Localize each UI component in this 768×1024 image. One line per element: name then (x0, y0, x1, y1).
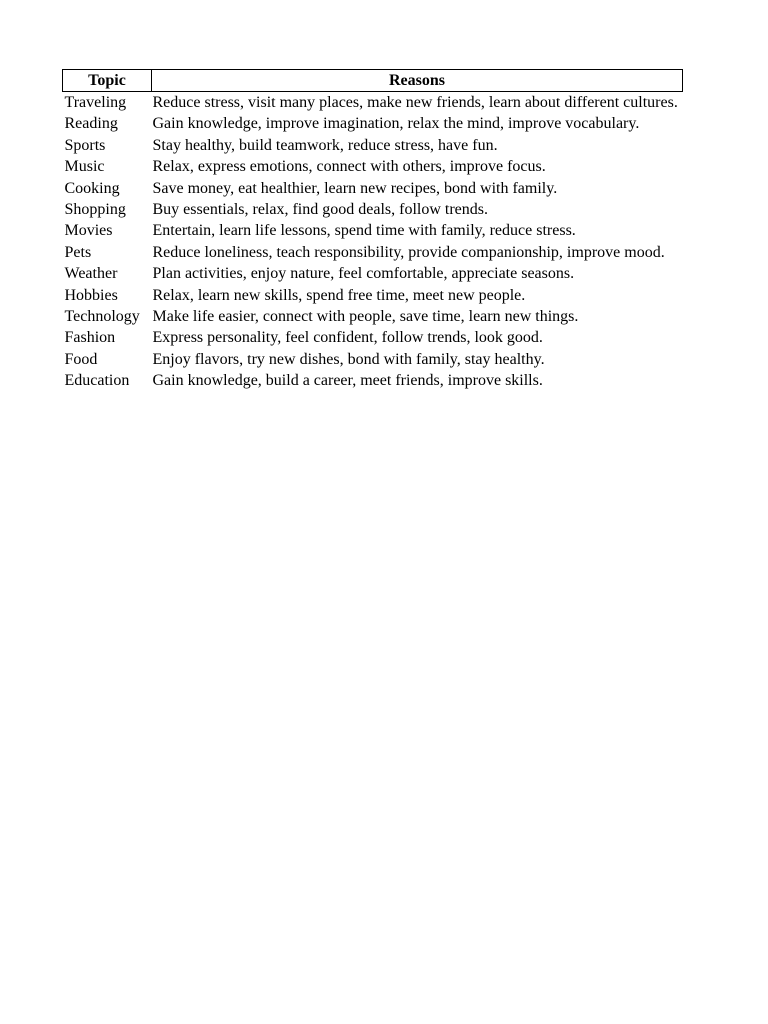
reasons-cell: Gain knowledge, build a career, meet friends, improve skills. (152, 372, 543, 390)
reasons-cell: Relax, express emotions, connect with others, improve focus. (152, 158, 546, 176)
table-row (63, 306, 683, 327)
spreadsheet-page (62, 69, 682, 392)
reasons-cell: Reduce loneliness, teach responsibility, provide companionship, improve mood. (152, 243, 665, 261)
topic-cell: Shopping (64, 201, 126, 219)
topic-cell: Technology (64, 308, 140, 326)
topic-cell: Food (64, 350, 98, 368)
topic-cell: Education (64, 372, 130, 390)
table-row (63, 220, 683, 241)
reasons-cell: Enjoy flavors, try new dishes, bond with family, stay healthy. (152, 350, 545, 368)
table-row (63, 349, 683, 370)
reasons-cell: Entertain, learn life lessons, spend time with family, reduce stress. (152, 222, 576, 240)
table-row (63, 370, 683, 391)
table-row (63, 135, 683, 156)
topic-cell: Cooking (64, 179, 120, 197)
header-reasons: Reasons (152, 70, 683, 92)
table-row (63, 285, 683, 306)
topic-cell: Reading (64, 115, 118, 133)
topic-cell: Weather (64, 265, 118, 283)
reasons-cell: Save money, eat healthier, learn new recipes, bond with family. (152, 179, 558, 197)
topic-cell: Traveling (64, 94, 127, 111)
topic-cell: Sports (64, 136, 106, 154)
table-body (63, 92, 683, 392)
topics-reasons-table (62, 69, 683, 392)
reasons-cell: Stay healthy, build teamwork, reduce stress, have fun. (152, 136, 498, 154)
table-row (63, 156, 683, 177)
table-row (63, 199, 683, 220)
topic-cell: Pets (64, 243, 92, 261)
table-row (63, 327, 683, 348)
table-row (63, 113, 683, 134)
reasons-cell: Plan activities, enjoy nature, feel comfortable, appreciate seasons. (152, 265, 575, 283)
table-row (63, 178, 683, 199)
reasons-cell: Gain knowledge, improve imagination, relax the mind, improve vocabulary. (152, 115, 640, 133)
topic-cell: Fashion (64, 329, 116, 347)
table-row (63, 263, 683, 284)
reasons-cell: Relax, learn new skills, spend free time, meet new people. (152, 286, 526, 304)
table-row (63, 92, 683, 114)
topic-cell: Hobbies (64, 286, 118, 304)
table-row (63, 242, 683, 263)
header-topic: Topic (63, 70, 152, 92)
reasons-cell: Reduce stress, visit many places, make new friends, learn about different cultures. (152, 94, 678, 111)
header-row (63, 70, 683, 92)
topic-cell: Music (64, 158, 105, 176)
reasons-cell: Buy essentials, relax, find good deals, follow trends. (152, 201, 488, 219)
reasons-cell: Make life easier, connect with people, save time, learn new things. (152, 308, 579, 326)
topic-cell: Movies (64, 222, 113, 240)
reasons-cell: Express personality, feel confident, follow trends, look good. (152, 329, 543, 347)
